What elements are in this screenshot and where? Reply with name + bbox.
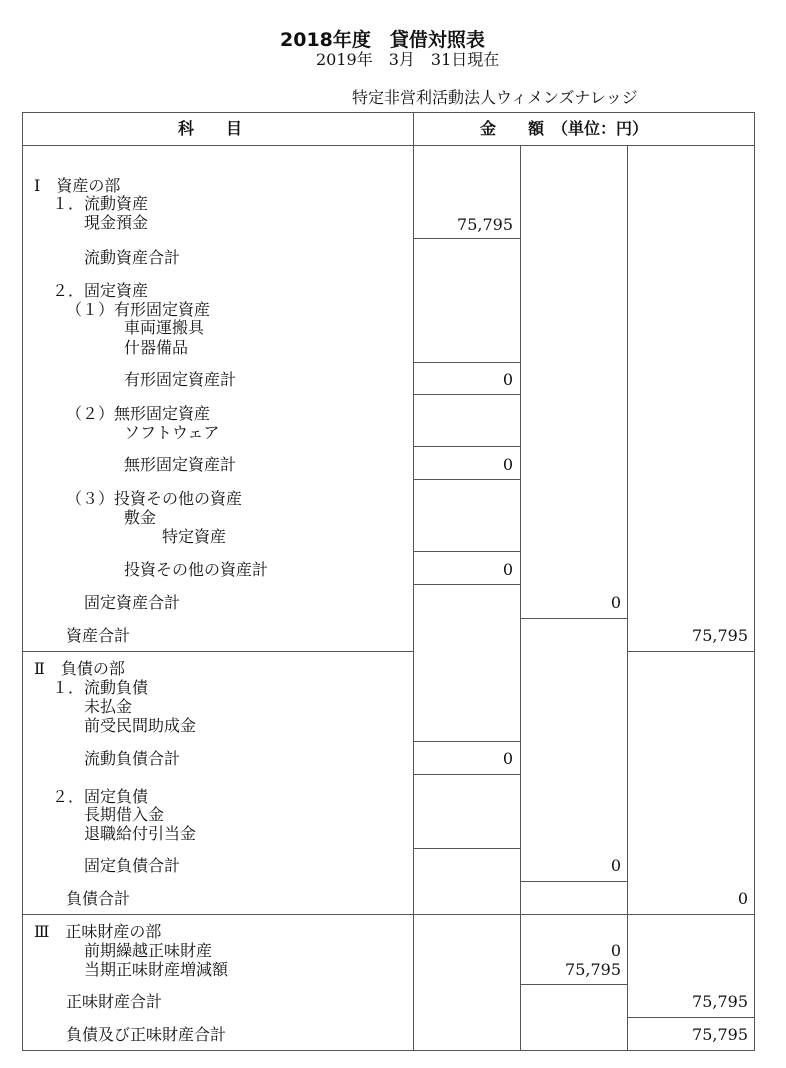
as-of-date: 2019年 3月 31日現在 xyxy=(316,50,500,69)
c2-line xyxy=(520,984,628,985)
c3-line xyxy=(627,651,755,652)
c1-line xyxy=(413,394,521,395)
grand-total-label: 負債及び正味財産合計 xyxy=(66,1025,227,1044)
subsection-fixed-assets: ２．固定資産 xyxy=(52,281,149,300)
c1-line xyxy=(413,551,521,552)
subtotal-label: 流動資産合計 xyxy=(84,248,181,267)
subtotal-label: 固定負債合計 xyxy=(84,856,181,875)
subsection-current-assets: １．流動資産 xyxy=(52,194,149,213)
subtotal-label: 流動負債合計 xyxy=(84,749,181,768)
group-label: （２）無形固定資産 xyxy=(66,404,211,423)
amount-fixed-assets-total: 0 xyxy=(610,593,621,612)
item-label: 前期繰越正味財産 xyxy=(84,941,213,960)
item-label: 車両運搬具 xyxy=(124,318,205,337)
group-label: （３）投資その他の資産 xyxy=(66,489,243,508)
subsection-current-liabilities: １．流動負債 xyxy=(52,678,149,697)
section-divider-liabilities xyxy=(22,651,414,652)
total-label: 正味財産合計 xyxy=(66,992,163,1011)
amount-liabilities-and-net-assets: 75,795 xyxy=(692,1025,748,1044)
total-label: 資産合計 xyxy=(66,626,131,645)
item-label: 前受民間助成金 xyxy=(84,716,197,735)
item-label: ソフトウェア xyxy=(124,423,220,442)
c2-line xyxy=(520,881,628,882)
organization-name: 特定非営利活動法人ウィメンズナレッジ xyxy=(352,88,638,107)
c1-line xyxy=(413,774,521,775)
c3-line xyxy=(627,1017,755,1018)
amount-tangible-subtotal: 0 xyxy=(502,370,513,389)
table-border-top xyxy=(22,112,754,113)
amount-total-liabilities: 0 xyxy=(737,889,748,908)
subtotal-label: 固定資産合計 xyxy=(84,593,181,612)
amount-total-assets: 75,795 xyxy=(692,626,748,645)
item-label: 退職給付引当金 xyxy=(84,824,197,843)
section-title-net-assets: Ⅲ 正味財産の部 xyxy=(34,922,162,941)
column-header-amount: 金 額 （単位：円） xyxy=(480,119,649,138)
c1-line xyxy=(413,584,521,585)
column-divider-3 xyxy=(627,145,628,1051)
amount-prior-net-assets: 0 xyxy=(610,941,621,960)
item-label: 什器備品 xyxy=(124,338,189,357)
item-label: 現金預金 xyxy=(84,213,149,232)
amount-intangible-subtotal: 0 xyxy=(502,455,513,474)
subtotal-label: 有形固定資産計 xyxy=(124,370,237,389)
column-header-item: 科 目 xyxy=(178,119,243,138)
header-divider xyxy=(22,145,754,146)
c1-line xyxy=(413,238,521,239)
subsection-fixed-liabilities: ２．固定負債 xyxy=(52,787,149,806)
table-border-bottom xyxy=(22,1050,754,1051)
item-label: 長期借入金 xyxy=(84,805,165,824)
section-divider-net-assets xyxy=(22,914,754,915)
c1-line xyxy=(413,848,521,849)
amount-investment-subtotal: 0 xyxy=(502,560,513,579)
section-title-assets: Ⅰ 資産の部 xyxy=(34,176,121,195)
item-label: 未払金 xyxy=(84,697,133,716)
c1-line xyxy=(413,446,521,447)
item-label: 当期正味財産増減額 xyxy=(84,960,229,979)
amount-cash: 75,795 xyxy=(457,215,513,234)
document-title: 2018年度 貸借対照表 xyxy=(280,29,485,51)
amount-fixed-liabilities-total: 0 xyxy=(610,856,621,875)
item-label: 敷金 xyxy=(124,508,157,527)
total-label: 負債合計 xyxy=(66,889,131,908)
amount-net-assets-total: 75,795 xyxy=(692,992,748,1011)
c1-line xyxy=(413,741,521,742)
item-label: 特定資産 xyxy=(162,527,227,546)
c2-line xyxy=(520,618,628,619)
column-divider-label xyxy=(413,112,414,1051)
subtotal-label: 投資その他の資産計 xyxy=(124,560,269,579)
group-label: （１）有形固定資産 xyxy=(66,300,211,319)
c1-line xyxy=(413,479,521,480)
section-title-liabilities: Ⅱ 負債の部 xyxy=(34,659,125,678)
subtotal-label: 無形固定資産計 xyxy=(124,455,237,474)
table-border-right xyxy=(754,112,755,1051)
amount-current-liabilities-subtotal: 0 xyxy=(502,749,513,768)
table-border-left xyxy=(22,112,23,1051)
c1-line xyxy=(413,362,521,363)
amount-net-assets-change: 75,795 xyxy=(565,960,621,979)
